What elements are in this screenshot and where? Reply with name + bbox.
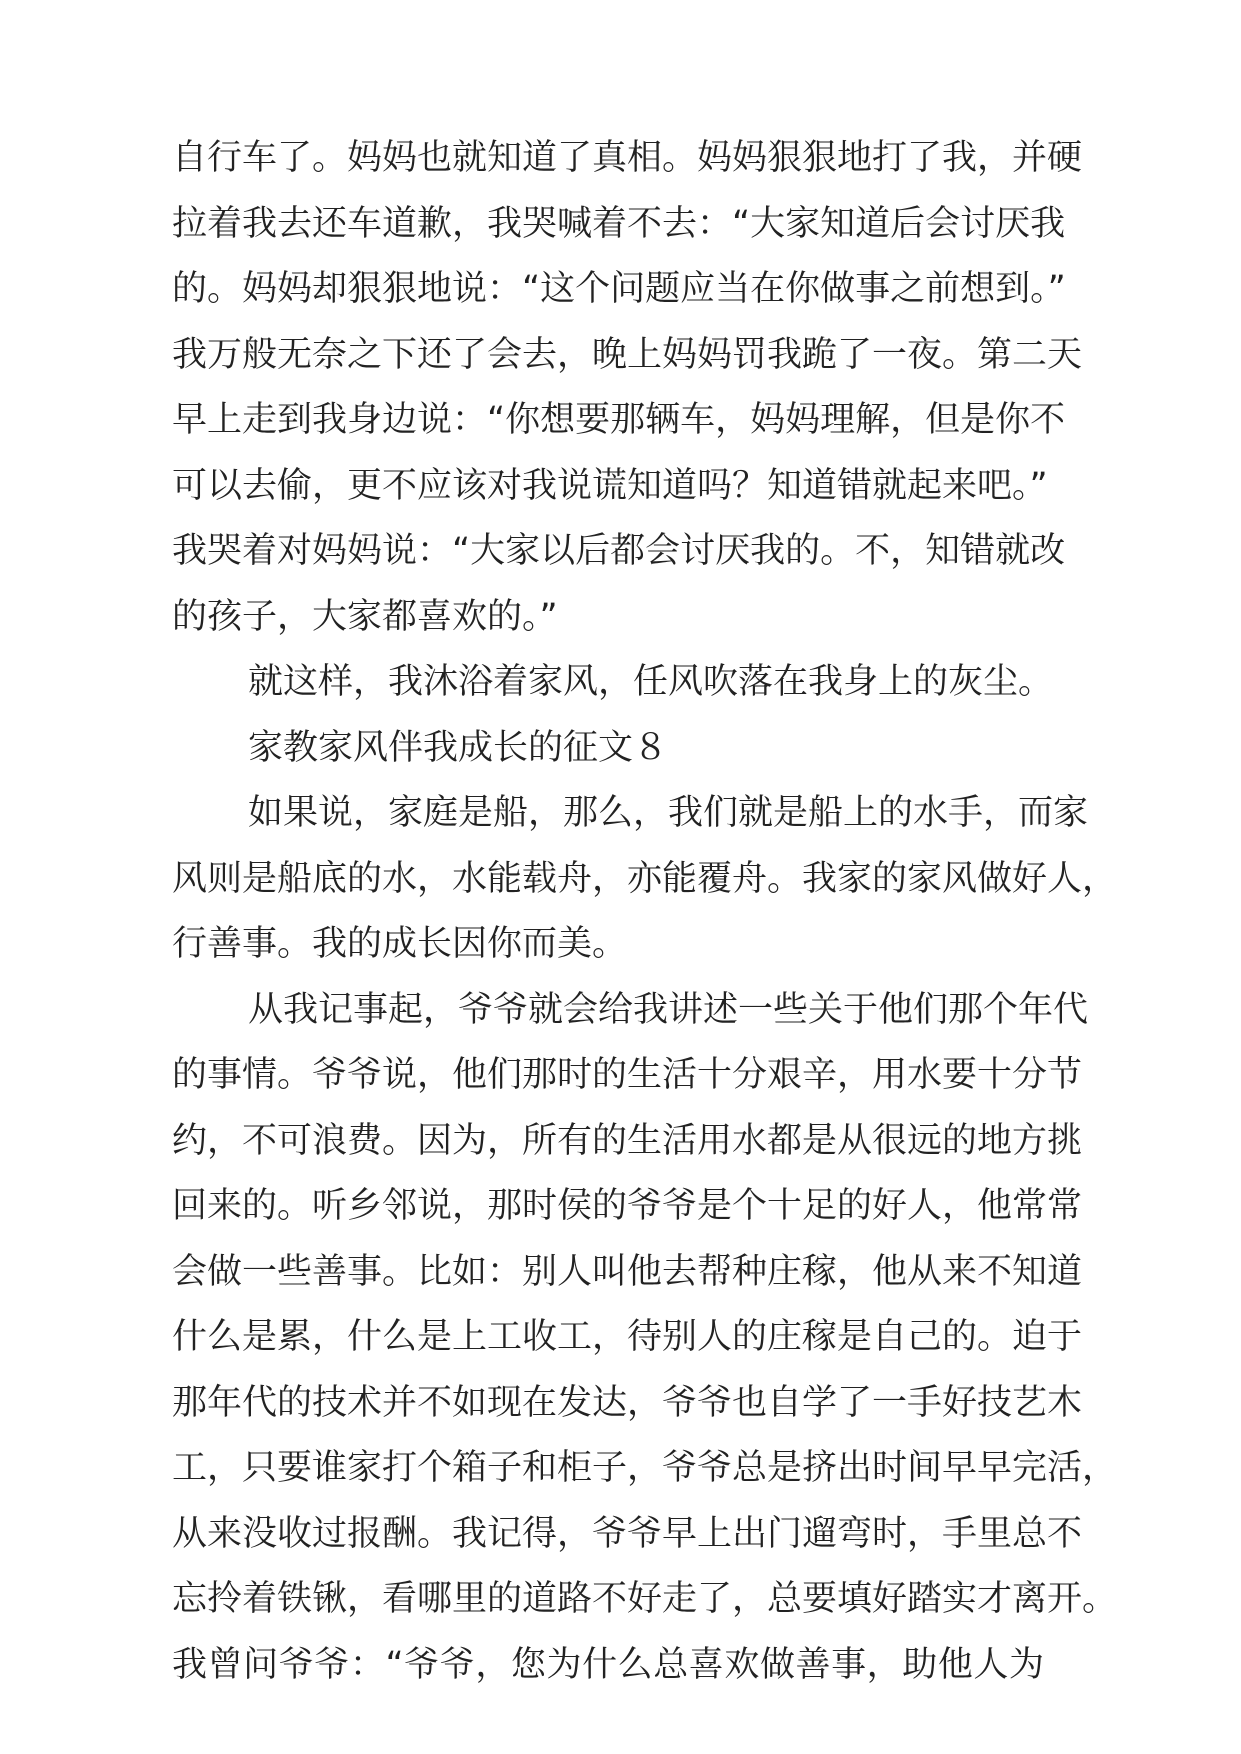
paragraph-3-line-5: 会做一些善事。比如：别人叫他去帮种庄稼，他从来不知道 (172, 1252, 1083, 1292)
paragraph-2-line-1: 如果说，家庭是船，那么，我们就是船上的水手，而家 (248, 793, 1089, 833)
paragraph-line-closing: 就这样，我沐浴着家风，任风吹落在我身上的灰尘。 (248, 662, 1054, 702)
paragraph-3-line-2: 的事情。爷爷说，他们那时的生活十分艰辛，用水要十分节 (172, 1055, 1083, 1095)
paragraph-3-line-1: 从我记事起，爷爷就会给我讲述一些关于他们那个年代 (248, 990, 1089, 1030)
paragraph-3-line-8: 工，只要谁家打个箱子和柜子，爷爷总是挤出时间早早完活， (172, 1448, 1118, 1488)
paragraph-3-line-3: 约，不可浪费。因为，所有的生活用水都是从很远的地方挑 (172, 1121, 1083, 1161)
paragraph-3-line-4: 回来的。听乡邻说，那时侯的爷爷是个十足的好人，他常常 (172, 1186, 1083, 1226)
paragraph-3-line-11: 我曾问爷爷：“爷爷，您为什么总喜欢做善事，助他人为 (172, 1645, 1044, 1685)
text-line-1: 自行车了。妈妈也就知道了真相。妈妈狠狠地打了我，并硬 (172, 138, 1083, 178)
paragraph-2-line-3: 行善事。我的成长因你而美。 (172, 924, 628, 964)
essay-heading: 家教家风伴我成长的征文８ (248, 728, 669, 768)
paragraph-3-line-7: 那年代的技术并不如现在发达，爷爷也自学了一手好技艺木 (172, 1383, 1083, 1423)
paragraph-2-line-2: 风则是船底的水，水能载舟，亦能覆舟。我家的家风做好人， (172, 859, 1118, 899)
paragraph-3-line-9: 从来没收过报酬。我记得，爷爷早上出门遛弯时，手里总不 (172, 1514, 1083, 1554)
paragraph-3-line-6: 什么是累，什么是上工收工，待别人的庄稼是自己的。迫于 (172, 1317, 1083, 1357)
text-line-8: 的孩子，大家都喜欢的。” (172, 597, 558, 637)
text-line-7: 我哭着对妈妈说：“大家以后都会讨厌我的。不，知错就改 (172, 531, 1066, 571)
text-line-5: 早上走到我身边说：“你想要那辆车，妈妈理解，但是你不 (172, 400, 1066, 440)
text-line-2: 拉着我去还车道歉，我哭喊着不去：“大家知道后会讨厌我 (172, 204, 1066, 244)
text-line-6: 可以去偷，更不应该对我说谎知道吗？知道错就起来吧。” (172, 466, 1048, 506)
text-line-3: 的。妈妈却狠狠地说：“这个问题应当在你做事之前想到。” (172, 269, 1066, 309)
paragraph-3-line-10: 忘拎着铁锹，看哪里的道路不好走了，总要填好踏实才离开。 (172, 1579, 1118, 1619)
text-line-4: 我万般无奈之下还了会去，晚上妈妈罚我跪了一夜。第二天 (172, 335, 1083, 375)
